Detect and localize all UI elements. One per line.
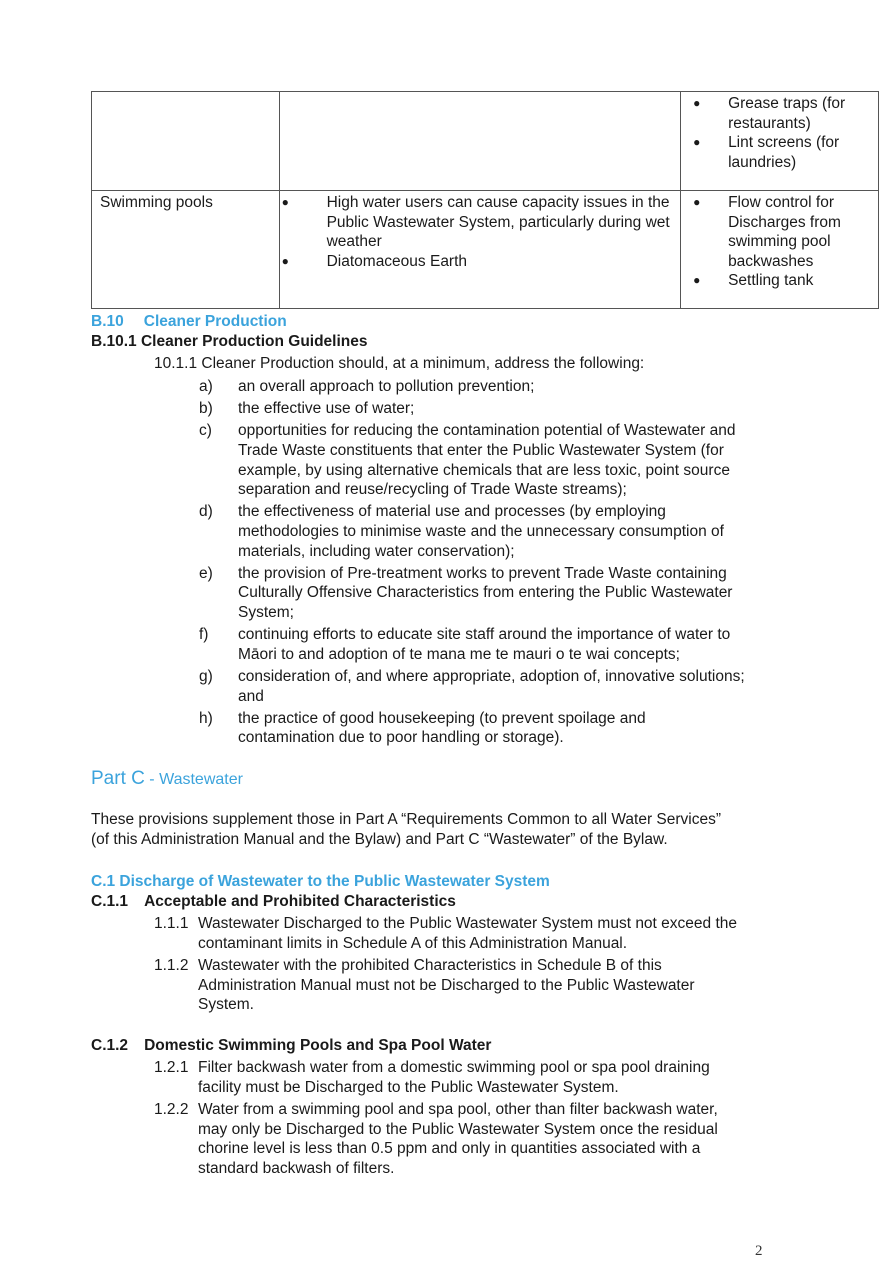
list-item-text: an overall approach to pollution prevention;	[238, 378, 535, 395]
list-item-text: Wastewater Discharged to the Public Wastewater System must not exceed the	[198, 915, 738, 932]
list-item: ● Diatomaceous Earth	[281, 252, 468, 270]
list-item-text: the effectiveness of material use and processes (by employing	[238, 503, 666, 521]
activity-cell: Swimming pools	[92, 191, 280, 309]
list-item-text: facility must be Discharged to the Public Wastewater System.	[198, 1078, 619, 1096]
list-item-text: consideration of, and where appropriate, adoption of, innovative solutions;	[238, 668, 745, 685]
list-item-label: c)	[199, 422, 212, 440]
list-item-text: Water from a swimming pool and spa pool, other than filter backwash water,	[198, 1101, 718, 1119]
list-item-label: 1.1.2	[154, 957, 189, 975]
list-item-label: d)	[199, 503, 213, 521]
list-item-label: a)	[199, 378, 213, 395]
list-item-text: the effective use of water;	[238, 400, 415, 418]
list-item-text: Culturally Offensive Characteristics from entering the Public Wastewater	[238, 584, 733, 602]
list-item-label: 1.2.2	[154, 1101, 189, 1119]
list-item-text: standard backwash of filters.	[198, 1160, 395, 1177]
list-item-label: e)	[199, 564, 213, 582]
list-item-text: Trade Waste constituents that enter the Public Wastewater System (for	[238, 442, 724, 459]
list-item-label: 1.1.1	[154, 915, 189, 932]
list-item-text: chorine level is less than 0.5 ppm and only in quantities associated with a	[198, 1140, 701, 1158]
controls-cell	[681, 92, 879, 191]
controls-cell	[681, 191, 879, 309]
list-item-text: Māori to and adoption of te mana me te mauri o te wai concepts;	[238, 645, 680, 663]
list-item-text: the practice of good housekeeping (to prevent spoilage and	[238, 709, 646, 727]
list-item-text: and	[238, 687, 264, 705]
subsection-heading-c1-1: C.1.1 Acceptable and Prohibited Characteristics	[91, 893, 456, 910]
table-row	[92, 92, 879, 191]
list-item-text: the provision of Pre-treatment works to prevent Trade Waste containing	[238, 564, 727, 582]
list-item-text: example, by using alternative chemicals that are less toxic, point source	[238, 461, 730, 479]
section-heading-b10: B.10 Cleaner Production	[91, 313, 287, 330]
list-item-text: Administration Manual must not be Discharged to the Public Wastewater	[198, 976, 695, 994]
part-c-intro: These provisions supplement those in Part A “Requirements Common to all Water Services” (of this Administration Manual and the Bylaw) and Part C “Wastewater” of the Bylaw.	[91, 811, 722, 848]
list-item-text: may only be Discharged to the Public Wastewater System once the residual	[198, 1120, 718, 1138]
table-row	[92, 191, 879, 309]
list-item-label: h)	[199, 709, 213, 727]
list-item: ● Grease traps (for restaurants)	[693, 95, 846, 132]
part-heading: Part C - Wastewater	[91, 768, 243, 789]
list-item-text: Filter backwash water from a domestic swimming pool or spa pool draining	[198, 1059, 710, 1076]
subsection-heading-b10-1: B.10.1 Cleaner Production Guidelines	[91, 333, 368, 350]
list-item-text: System.	[198, 996, 254, 1014]
subsection-heading-c1-2: C.1.2 Domestic Swimming Pools and Spa Pool Water	[91, 1037, 492, 1054]
issues-cell	[279, 92, 680, 191]
list-item: ● High water users can cause capacity issues in the Public Wastewater System, particularly during wet weather	[281, 194, 670, 251]
list-item-label: f)	[199, 626, 209, 644]
list-item-text: methodologies to minimise waste and the unnecessary consumption of	[238, 523, 724, 540]
list-item-label: 1.2.1	[154, 1059, 189, 1076]
b10-intro: 10.1.1 Cleaner Production should, at a minimum, address the following:	[154, 355, 645, 372]
list-item: ● Lint screens (for laundries)	[693, 134, 840, 171]
list-item-text: continuing efforts to educate site staff around the importance of water to	[238, 626, 731, 644]
list-item-label: g)	[199, 668, 213, 685]
list-item-text: System;	[238, 604, 294, 621]
page-number: 2	[755, 1243, 763, 1259]
activity-cell	[92, 92, 280, 191]
section-heading-c1: C.1 Discharge of Wastewater to the Public Wastewater System	[91, 873, 550, 890]
list-item: ● Settling tank	[693, 272, 814, 290]
trade-waste-table	[91, 91, 879, 309]
list-item-text: separation and reuse/recycling of Trade Waste streams);	[238, 481, 627, 499]
list-item-text: contamination due to poor handling or storage).	[238, 729, 564, 747]
list-item-label: b)	[199, 400, 213, 418]
list-item-text: contaminant limits in Schedule A of this Administration Manual.	[198, 934, 628, 952]
list-item-text: materials, including water conservation);	[238, 542, 515, 560]
issues-cell	[279, 191, 680, 309]
list-item-text: Wastewater with the prohibited Characteristics in Schedule B of this	[198, 957, 662, 975]
list-item-text: opportunities for reducing the contamination potential of Wastewater and	[238, 422, 736, 440]
list-item: ● Flow control for Discharges from swimming pool backwashes	[693, 194, 841, 270]
